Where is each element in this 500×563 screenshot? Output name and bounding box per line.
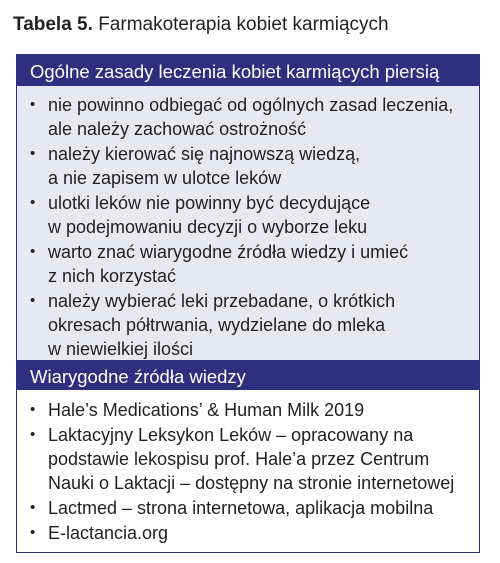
bullet-icon: • (30, 243, 36, 260)
list-item-text: ulotki leków nie powinny być decydujące w podejmowaniu decyzji o wyborze leku (48, 193, 371, 237)
bullet-icon: • (30, 194, 36, 211)
list-item-text: E-lactancia.org (48, 523, 169, 543)
list-item (17, 496, 479, 520)
reliable-sources-list (17, 398, 479, 545)
list-item-text: Lactmed – strona internetowa, aplikacja mobilna (48, 498, 434, 518)
bullet-icon: • (30, 499, 36, 516)
bullet-icon: • (30, 524, 36, 541)
section-general-rules (17, 86, 479, 360)
list-item (17, 93, 479, 141)
list-item-text: należy kierować się najnowszą wiedzą, a nie zapisem w ulotce leków (48, 144, 361, 188)
list-item-text: nie powinno odbiegać od ogólnych zasad leczenia, ale należy zachować ostrożność (48, 95, 454, 139)
list-item (17, 142, 479, 190)
bullet-icon: • (30, 426, 36, 443)
section-header-reliable-sources: Wiarygodne źródła wiedzy (17, 360, 479, 390)
table-caption (13, 12, 389, 38)
bullet-icon: • (30, 401, 36, 418)
list-item (17, 191, 479, 239)
bullet-icon: • (30, 145, 36, 162)
section-header-general-rules: Ogólne zasady leczenia kobiet karmiących piersią (17, 55, 479, 86)
list-item (17, 240, 479, 288)
list-item-text: należy wybierać leki przebadane, o krótkich okresach półtrwania, wydzielane do mleka w niewielkiej ilości (48, 291, 396, 359)
general-rules-list (17, 93, 479, 361)
table-number: Tabela 5. (13, 14, 93, 35)
bullet-icon: • (30, 96, 36, 113)
list-item (17, 423, 479, 495)
list-item (17, 521, 479, 545)
list-item-text: warto znać wiarygodne źródła wiedzy i umieć z nich korzystać (48, 242, 409, 286)
list-item-text: Laktacyjny Leksykon Leków – opracowany na podstawie lekospisu prof. Hale’a przez Centrum Nauki o Laktacji – dostępny na stronie internetowej (48, 425, 455, 493)
list-item (17, 289, 479, 361)
section-reliable-sources (17, 390, 479, 552)
table-title: Farmakoterapia kobiet karmiących (98, 14, 389, 35)
bullet-icon: • (30, 292, 36, 309)
list-item-text: Hale’s Medications’ & Human Milk 2019 (48, 400, 365, 420)
list-item (17, 398, 479, 422)
table (16, 54, 480, 553)
